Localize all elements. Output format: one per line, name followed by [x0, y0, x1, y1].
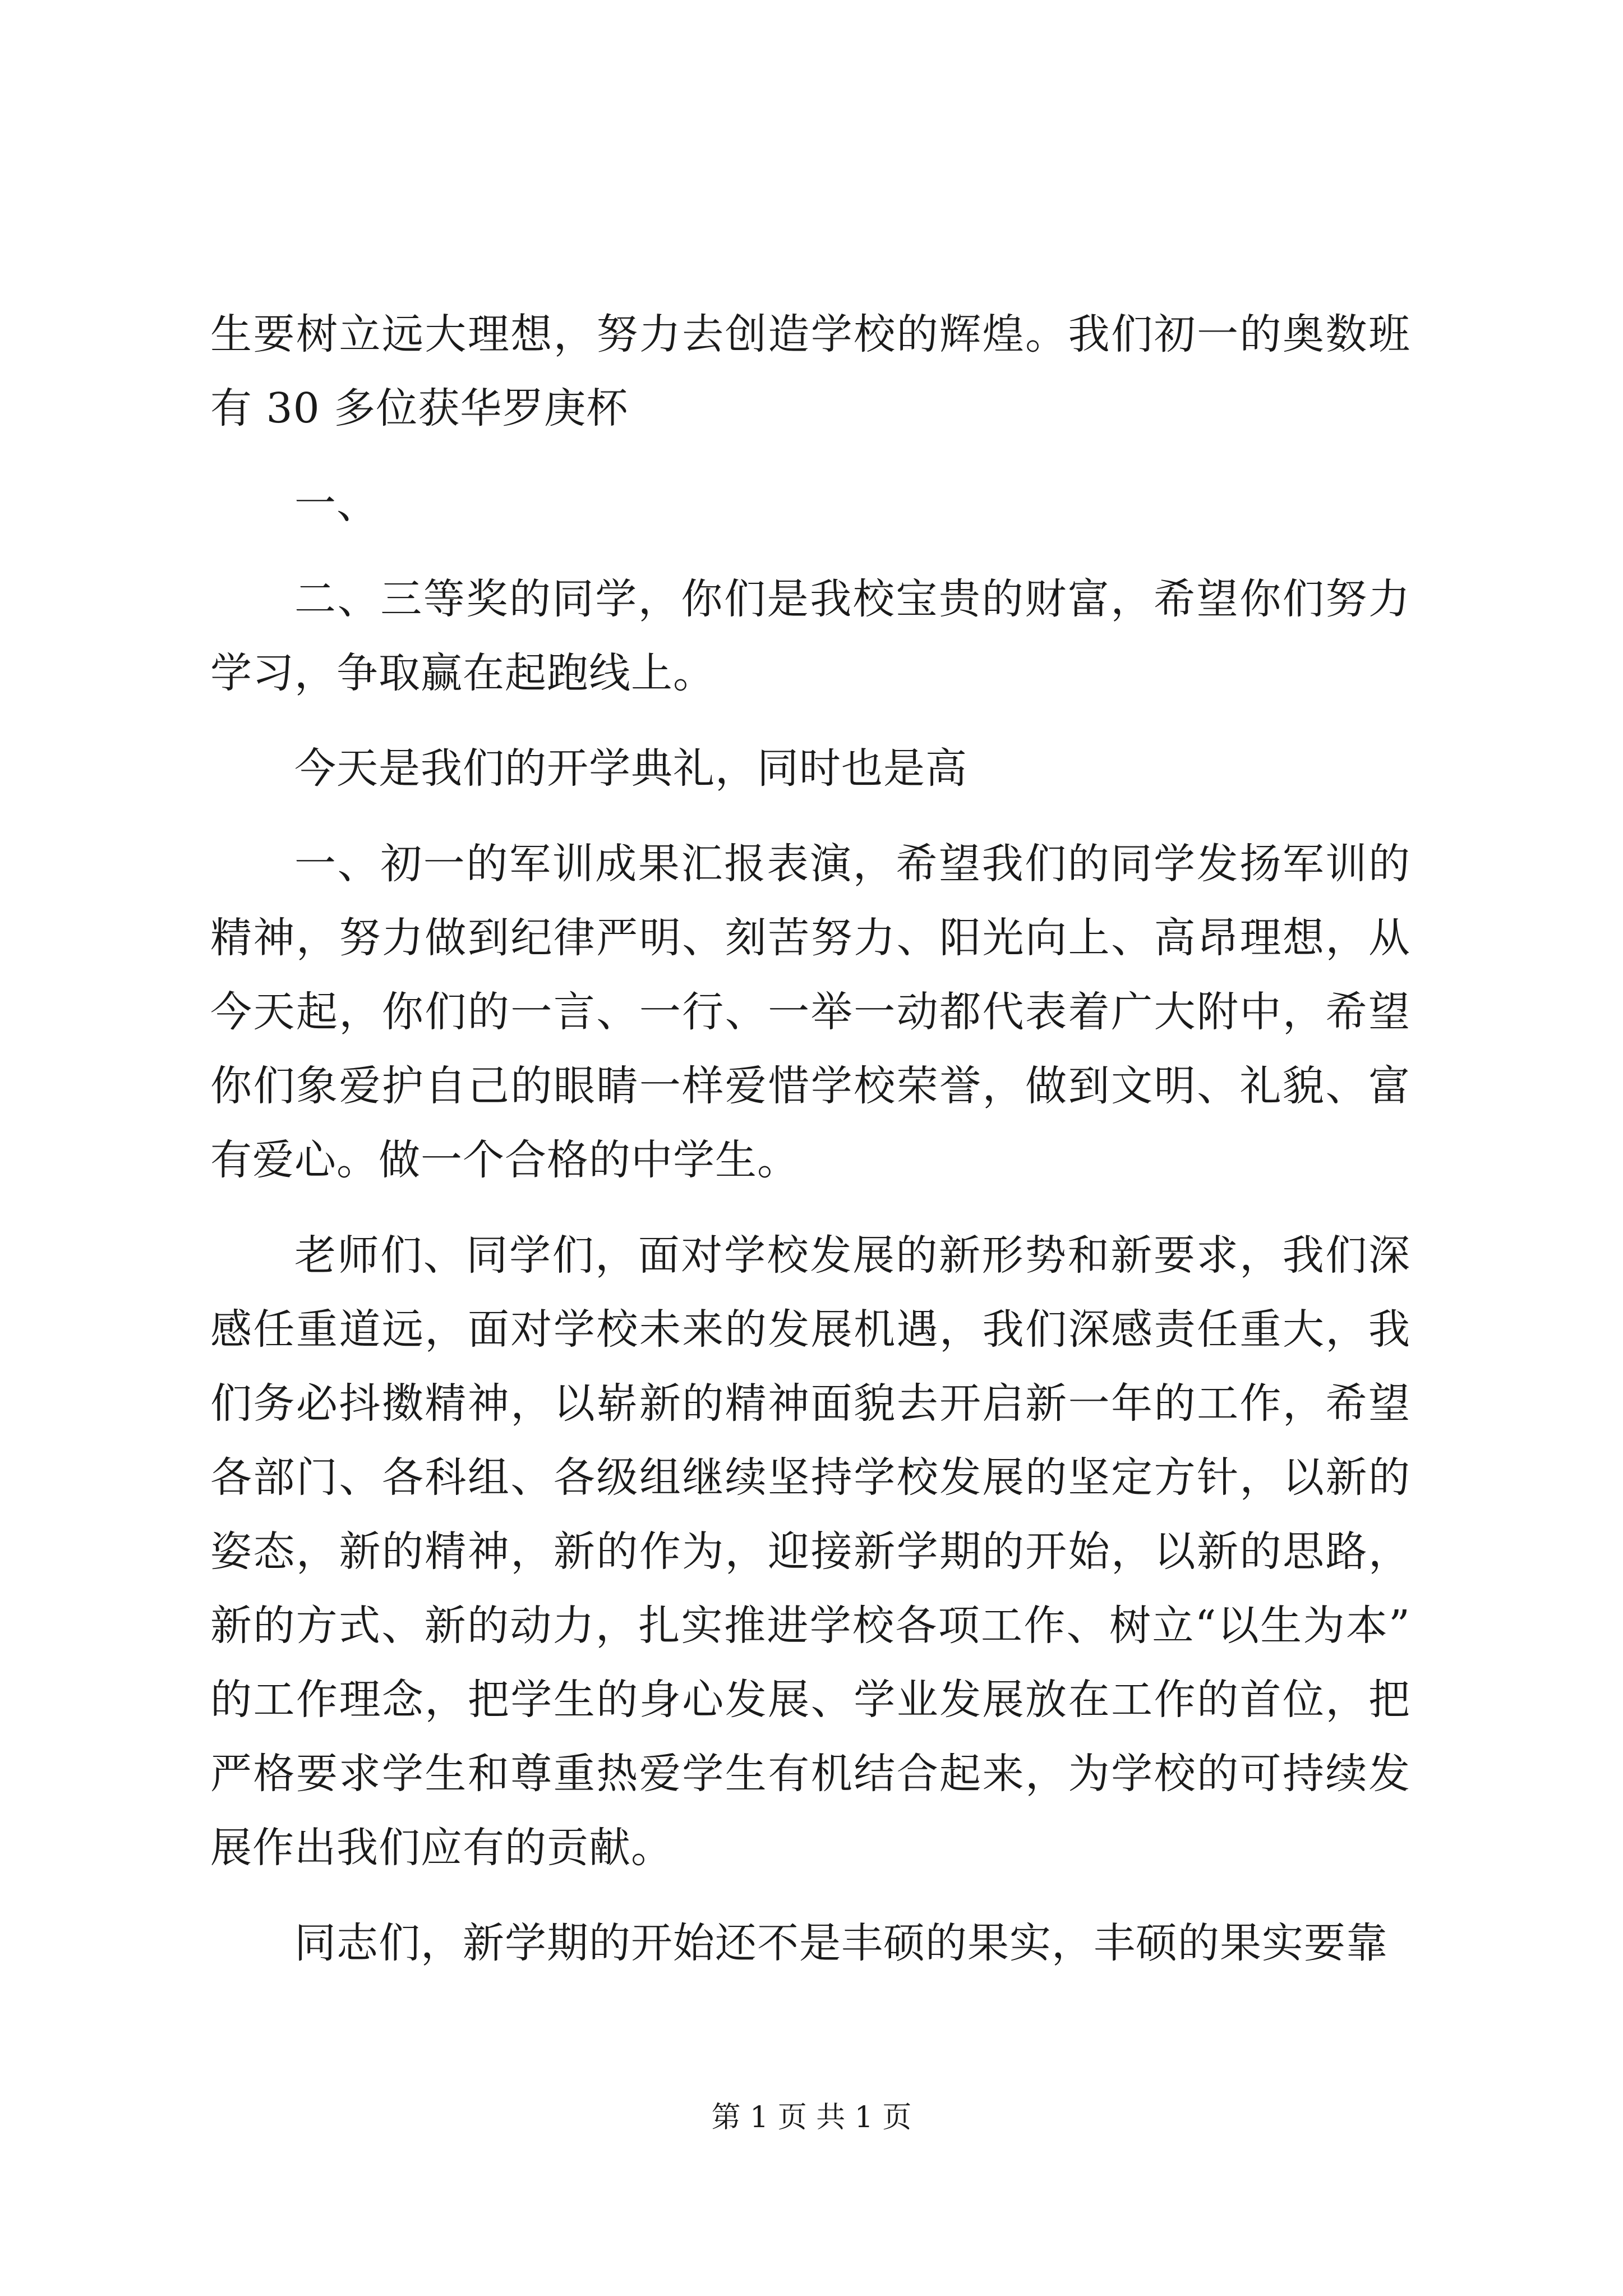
page-footer: 第 1 页 共 1 页 — [711, 2101, 912, 2134]
paragraph — [210, 562, 1410, 710]
text-line: 生要树立远大理想，努力去创造学校的辉煌。我们初一的奥数班 — [210, 310, 1410, 358]
text-line: 一、初一的军训成果汇报表演，希望我们的同学发扬军训的 — [294, 840, 1410, 888]
text-line: 同志们，新学期的开始还不是丰硕的果实，丰硕的果实要靠 — [294, 1919, 1388, 1967]
text-line: 学习，争取赢在起跑线上。 — [210, 649, 715, 697]
text-line: 有爱心。做一个合格的中学生。 — [210, 1136, 799, 1184]
text-line: 精神，努力做到纪律严明、刻苦努力、阳光向上、高昂理想，从 — [210, 914, 1410, 962]
paragraph-gap — [210, 445, 1410, 467]
paragraph-gap — [210, 1197, 1410, 1218]
text-line: 一、 — [294, 480, 379, 528]
paragraph-gap — [210, 1885, 1410, 1906]
text-line: 们务必抖擞精神，以崭新的精神面貌去开启新一年的工作，希望 — [210, 1379, 1410, 1428]
text-line: 你们象爱护自己的眼睛一样爱惜学校荣誉，做到文明、礼貌、富 — [210, 1062, 1410, 1110]
document-body — [210, 297, 1410, 1980]
text-line: 各部门、各科组、各级组继续坚持学校发展的坚定方针，以新的 — [210, 1453, 1410, 1502]
text-line: 严格要求学生和尊重热爱学生有机结合起来，为学校的可持续发 — [210, 1750, 1410, 1798]
text-line: 二、三等奖的同学，你们是我校宝贵的财富，希望你们努力 — [294, 575, 1410, 623]
paragraph — [210, 297, 1410, 445]
paragraph-gap — [210, 806, 1410, 827]
paragraph-gap — [210, 710, 1410, 731]
paragraph — [210, 827, 1410, 1197]
text-line: 老师们、同学们，面对学校发展的新形势和新要求，我们深 — [294, 1231, 1410, 1280]
text-line: 今天是我们的开学典礼，同时也是高 — [294, 744, 967, 793]
text-line: 感任重道远，面对学校未来的发展机遇，我们深感责任重大，我 — [210, 1305, 1410, 1354]
text-line: 展作出我们应有的贡献。 — [210, 1824, 673, 1872]
text-line: 姿态，新的精神，新的作为，迎接新学期的开始，以新的思路， — [210, 1527, 1410, 1576]
paragraph — [210, 731, 1410, 806]
text-line: 的工作理念，把学生的身心发展、学业发展放在工作的首位，把 — [210, 1676, 1410, 1724]
text-line: 有 30 多位获华罗庚杯 — [210, 384, 629, 432]
paragraph — [210, 1218, 1410, 1885]
text-line: 今天起，你们的一言、一行、一举一动都代表着广大附中，希望 — [210, 988, 1410, 1036]
paragraph — [210, 467, 1410, 541]
text-line: 新的方式、新的动力，扎实推进学校各项工作、树立“以生为本” — [210, 1602, 1410, 1650]
paragraph — [210, 1906, 1410, 1980]
paragraph-gap — [210, 541, 1410, 562]
